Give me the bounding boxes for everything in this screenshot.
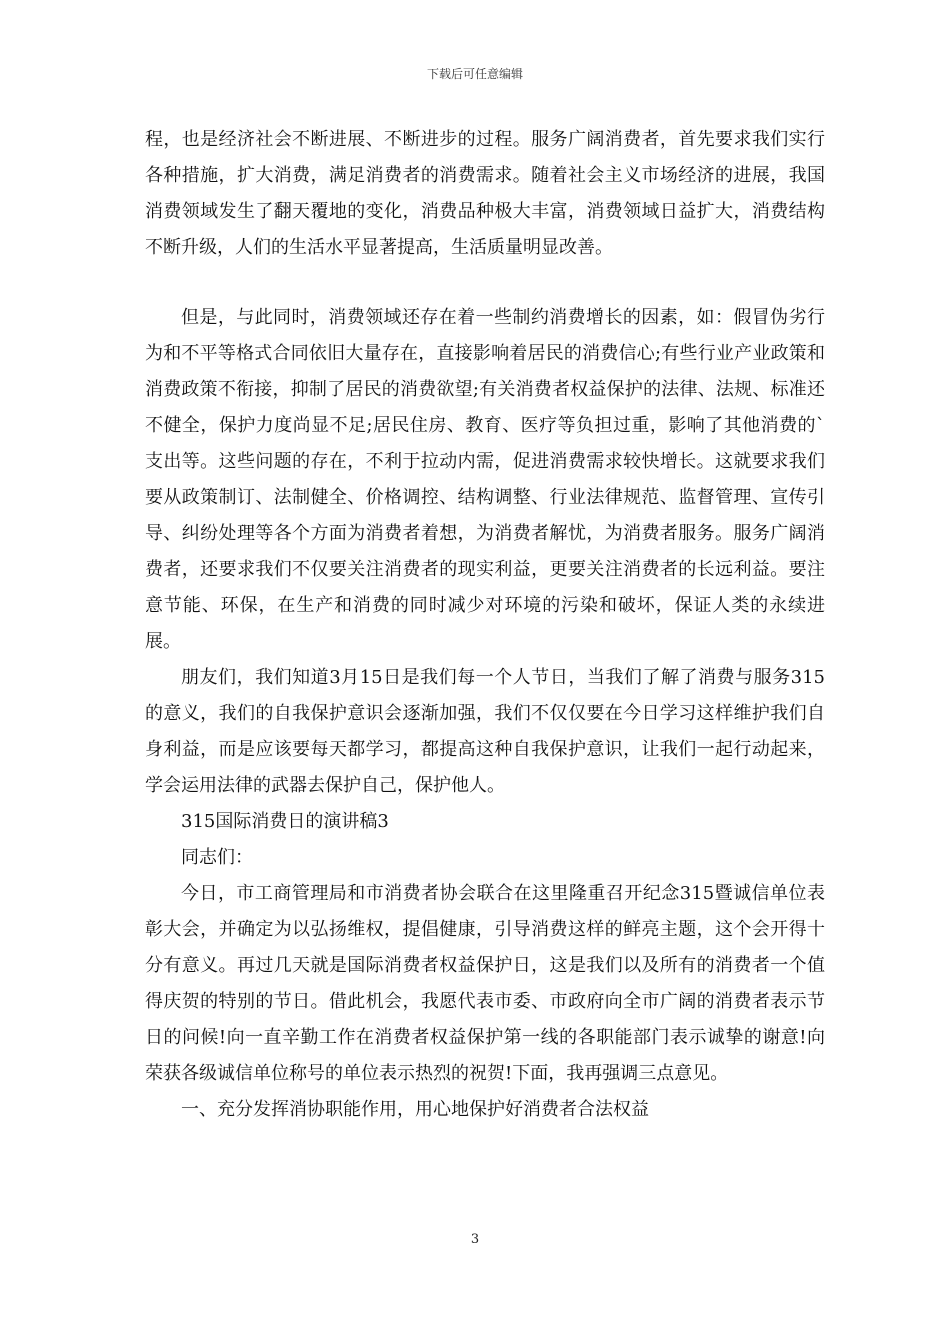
paragraph-consumption-constraints: 但是，与此同时，消费领域还存在着一些制约消费增长的因素，如：假冒伪劣行为和不平等格式合同依旧大量存在，直接影响着居民的消费信心;有些行业产业政策和消费政策不衔接，抑制了居民的消费欲望;有关消费者权益保护的法律、法规、标准还不健全，保护力度尚显不足;居民住房、教育、医疗等负担过重，影响了其他消费的`支出等。这些问题的存在，不利于拉动内需，促进消费需求较快增长。这就要求我们要从政策制订、法制健全、价格调控、结构调整、行业法律规范、监督管理、宣传引导、纠纷处理等各个方面为消费者着想，为消费者解忧，为消费者服务。服务广阔消费者，还要求我们不仅要关注消费者的现实利益，更要关注消费者的长远利益。要注意节能、环保，在生产和消费的同时减少对环境的污染和破坏，保证人类的永续进展。	[145, 307, 825, 652]
page-header: 下载后可任意编辑	[426, 67, 523, 81]
speech-title: 315国际消费日的演讲稿3	[181, 811, 389, 832]
document-body	[145, 122, 825, 1128]
paragraph-continuation: 程，也是经济社会不断进展、不断进步的过程。服务广阔消费者，首先要求我们实行各种措施，扩大消费，满足消费者的消费需求。随着社会主义市场经济的进展，我国消费领域发生了翻天覆地的变化，消费品种极大丰富，消费领域日益扩大，消费结构不断升级，人们的生活水平显著提高，生活质量明显改善。	[145, 129, 825, 258]
page-number: 3	[470, 1232, 480, 1247]
paragraph-today: 今日，市工商管理局和市消费者协会联合在这里隆重召开纪念315暨诚信单位表彰大会，并确定为以弘扬维权，提倡健康，引导消费这样的鲜亮主题，这个会开得十分有意义。再过几天就是国际消费者权益保护日，这是我们以及所有的消费者一个值得庆贺的特别的节日。借此机会，我愿代表市委、市政府向全市广阔的消费者表示节日的问候!向一直辛勤工作在消费者权益保护第一线的各职能部门表示诚挚的谢意!向荣获各级诚信单位称号的单位表示热烈的祝贺!下面，我再强调三点意见。	[145, 883, 825, 1084]
section-heading-1: 一、充分发挥消协职能作用，用心地保护好消费者合法权益	[181, 1099, 649, 1120]
salutation: 同志们：	[181, 847, 253, 868]
paragraph-friends: 朋友们，我们知道3月15日是我们每一个人节日，当我们了解了消费与服务315的意义，我们的自我保护意识会逐渐加强，我们不仅仅要在今日学习这样维护我们自身利益，而是应该要每天都学习，都提高这种自我保护意识，让我们一起行动起来，学会运用法律的武器去保护自己，保护他人。	[145, 667, 825, 796]
